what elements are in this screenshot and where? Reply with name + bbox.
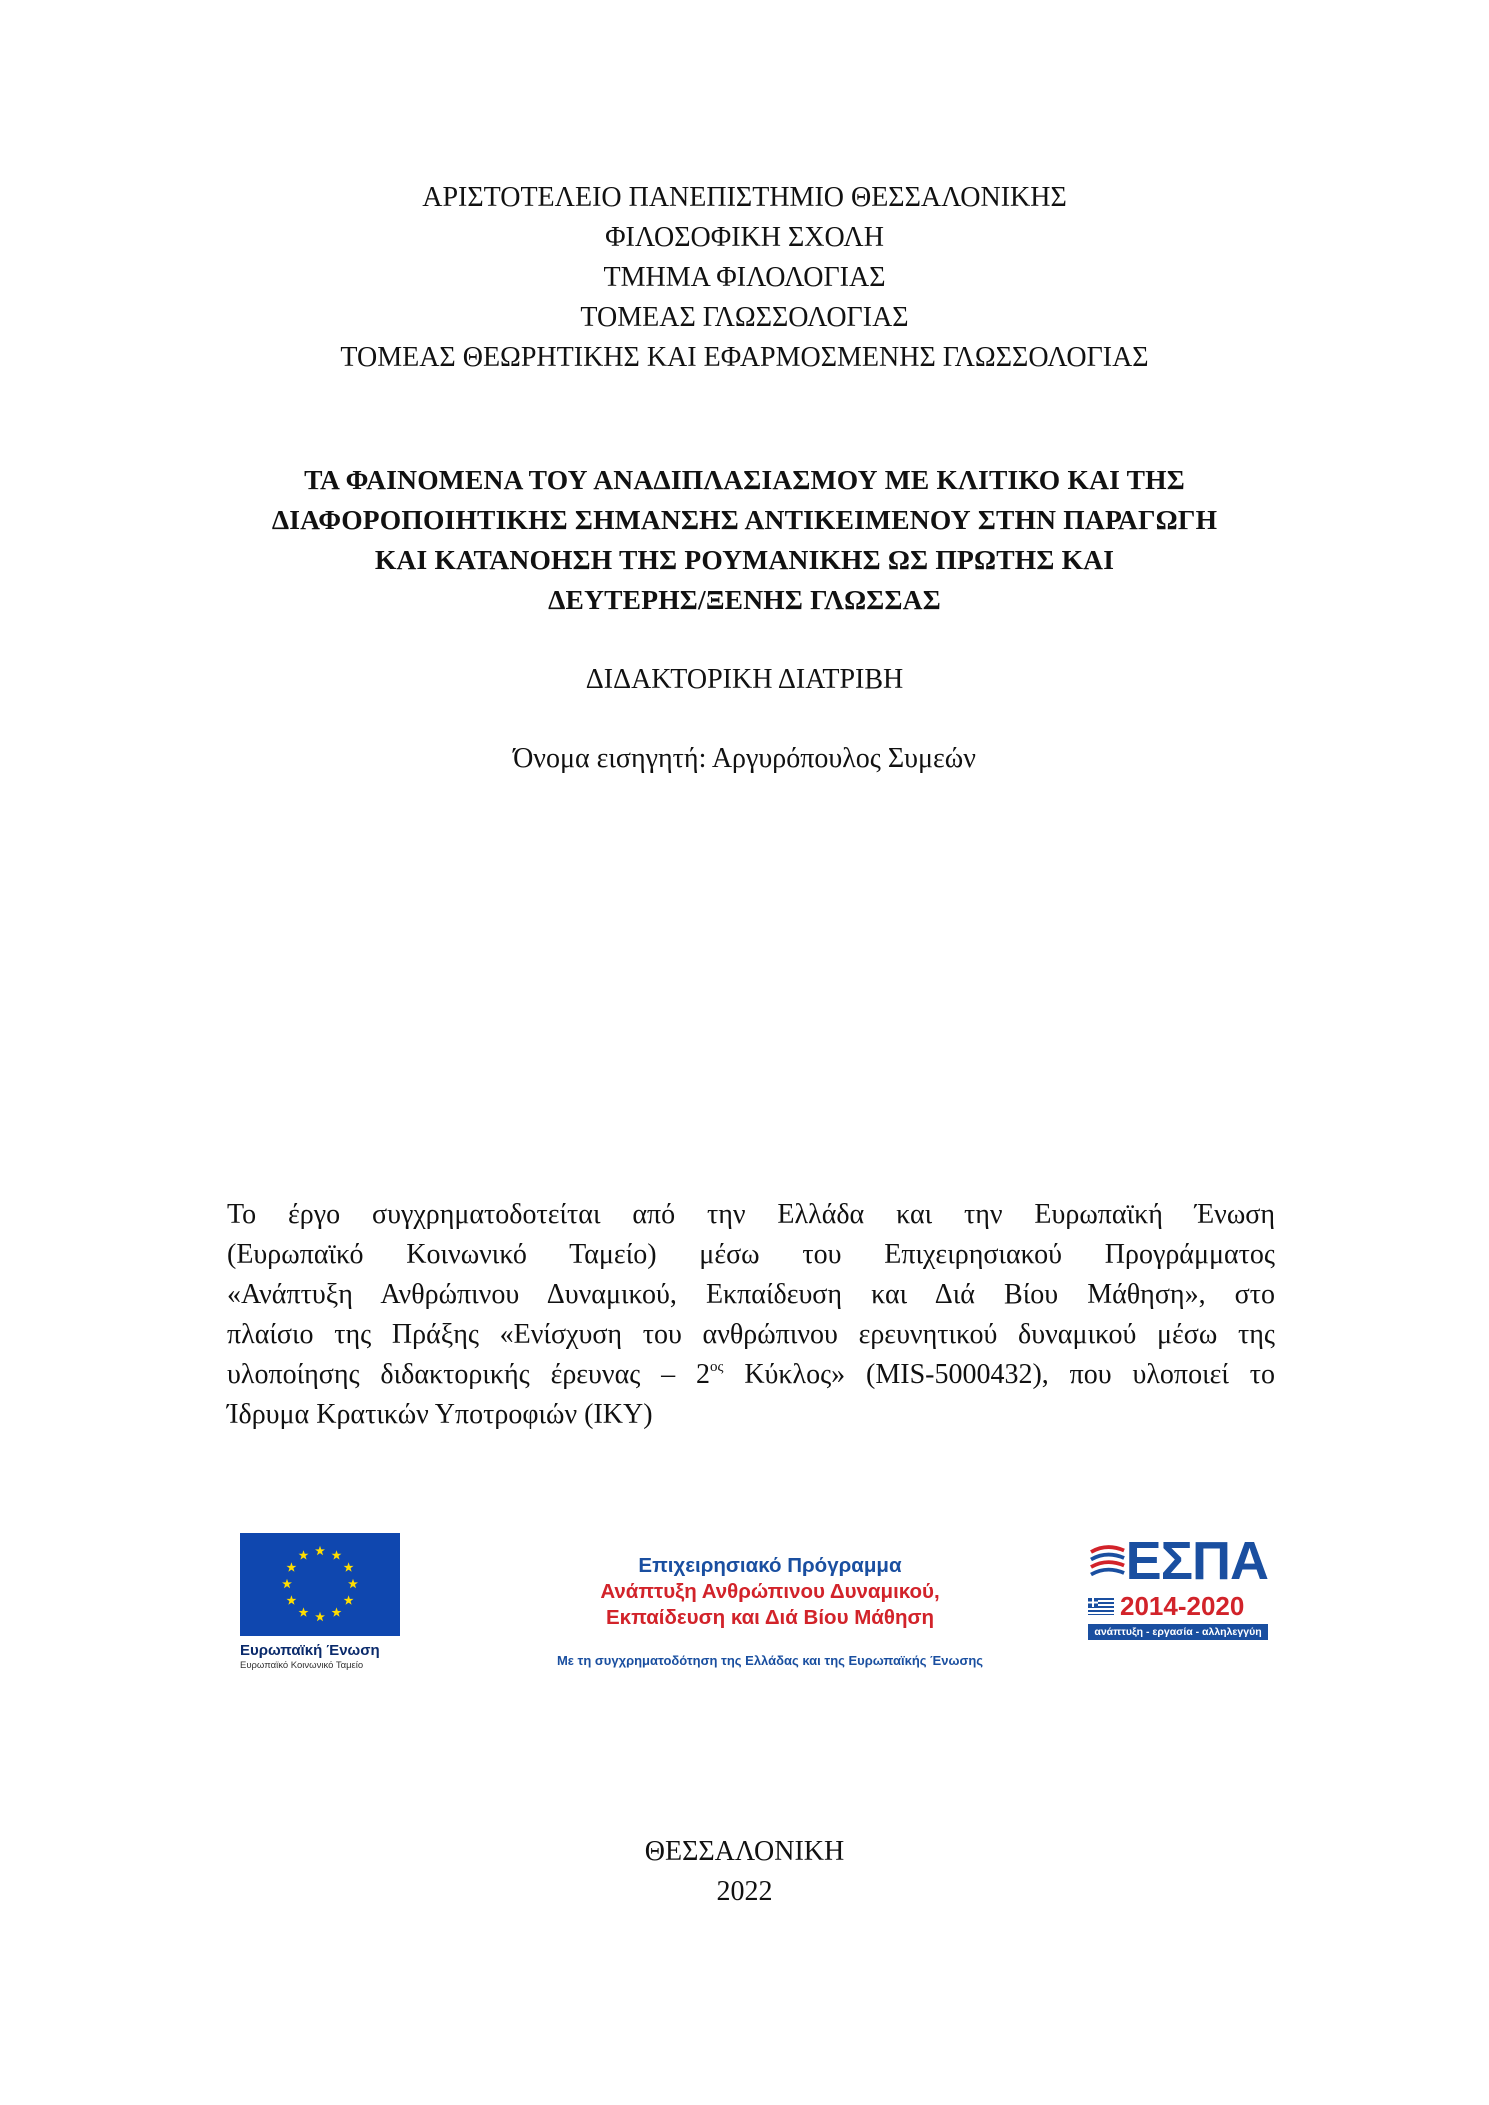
- espa-logo: [1088, 1533, 1268, 1640]
- greek-flag-icon: [1088, 1598, 1114, 1615]
- funding-line-text: υλοποίησης διδακτορικής έρευνας – 2: [227, 1359, 711, 1390]
- espa-years: 2014-2020: [1120, 1591, 1245, 1621]
- thesis-title-line: ΤΑ ΦΑΙΝΟΜΕΝΑ ΤΟΥ ΑΝΑΔΙΠΛΑΣΙΑΣΜΟΥ ΜΕ ΚΛΙΤΙΚΟ ΚΑΙ ΤΗΣ: [304, 464, 1185, 495]
- thesis-type: ΔΙΔΑΚΤΟΡΙΚΗ ΔΙΑΤΡΙΒΗ: [585, 664, 904, 695]
- school-name: ΦΙΛΟΣΟΦΙΚΗ ΣΧΟΛΗ: [605, 222, 884, 253]
- espa-stripes-icon: [1088, 1533, 1126, 1589]
- funding-line: Ίδρυμα Κρατικών Υποτροφιών (ΙΚΥ): [227, 1399, 653, 1430]
- espa-top-row: [1088, 1533, 1268, 1589]
- supervisor-name: Όνομα εισηγητή: Αργυρόπουλος Συμεών: [513, 743, 976, 774]
- thesis-title-line: ΔΕΥΤΕΡΗΣ/ΞΕΝΗΣ ΓΛΩΣΣΑΣ: [548, 584, 941, 615]
- funding-line: (Ευρωπαϊκό Κοινωνικό Ταμείο) μέσω του Επιχειρησιακού Προγράμματος: [227, 1239, 1275, 1270]
- eu-logo: [240, 1533, 400, 1671]
- espa-years-row: [1088, 1591, 1268, 1621]
- subsector-name: ΤΟΜΕΑΣ ΘΕΩΡΗΤΙΚΗΣ ΚΑΙ ΕΦΑΡΜΟΣΜΕΝΗΣ ΓΛΩΣΣΟΛΟΓΙΑΣ: [340, 342, 1149, 373]
- funding-line: πλαίσιο της Πράξης «Ενίσχυση του ανθρώπινου ερευνητικού δυναμικού μέσω της: [227, 1319, 1275, 1350]
- thesis-title: [0, 460, 1489, 620]
- city-name: ΘΕΣΣΑΛΟΝΙΚΗ: [644, 1836, 845, 1867]
- eu-sublabel: Ευρωπαϊκό Κοινωνικό Ταμείο: [240, 1660, 364, 1671]
- funding-line: «Ανάπτυξη Ανθρώπινου Δυναμικού, Εκπαίδευση και Διά Βίου Μάθηση», στο: [227, 1279, 1275, 1310]
- place-and-year: [0, 1832, 1489, 1912]
- institution-header: [0, 178, 1489, 378]
- funding-line-text: Κύκλος» (MIS-5000432), που υλοποιεί το: [723, 1359, 1275, 1390]
- department-name: ΤΜΗΜΑ ΦΙΛΟΛΟΓΙΑΣ: [603, 262, 886, 293]
- op-name-line: Ανάπτυξη Ανθρώπινου Δυναμικού,: [600, 1580, 940, 1603]
- op-cofunding-note: Με τη συγχρηματοδότηση της Ελλάδας και της Ευρωπαϊκής Ένωσης: [556, 1653, 984, 1668]
- funding-line: Το έργο συγχρηματοδοτείται από την Ελλάδα και την Ευρωπαϊκή Ένωση: [227, 1199, 1275, 1230]
- eu-flag-icon: [240, 1533, 400, 1636]
- funding-statement: [227, 1195, 1275, 1435]
- operational-programme-logo: [520, 1553, 1020, 1668]
- funding-line: [227, 1355, 1275, 1395]
- sector-name: ΤΟΜΕΑΣ ΓΛΩΣΣΟΛΟΓΙΑΣ: [580, 302, 909, 333]
- publication-year: 2022: [716, 1876, 773, 1907]
- op-name-line: Εκπαίδευση και Διά Βίου Μάθηση: [605, 1606, 935, 1629]
- espa-wordmark: ΕΣΠΑ: [1125, 1531, 1268, 1591]
- ordinal-superscript: ος: [710, 1359, 724, 1375]
- eu-label: Ευρωπαϊκή Ένωση: [240, 1642, 380, 1659]
- university-name: ΑΡΙΣΤΟΤΕΛΕΙΟ ΠΑΝΕΠΙΣΤΗΜΙΟ ΘΕΣΣΑΛΟΝΙΚΗΣ: [422, 182, 1067, 213]
- op-title: Επιχειρησιακό Πρόγραμμα: [638, 1554, 902, 1577]
- thesis-title-line: ΔΙΑΦΟΡΟΠΟΙΗΤΙΚΗΣ ΣΗΜΑΝΣΗΣ ΑΝΤΙΚΕΙΜΕΝΟΥ ΣΤΗΝ ΠΑΡΑΓΩΓΗ: [271, 504, 1218, 535]
- thesis-title-line: ΚΑΙ ΚΑΤΑΝΟΗΣΗ ΤΗΣ ΡΟΥΜΑΝΙΚΗΣ ΩΣ ΠΡΩΤΗΣ ΚΑΙ: [374, 544, 1115, 575]
- espa-tagline: ανάπτυξη - εργασία - αλληλεγγύη: [1088, 1624, 1268, 1640]
